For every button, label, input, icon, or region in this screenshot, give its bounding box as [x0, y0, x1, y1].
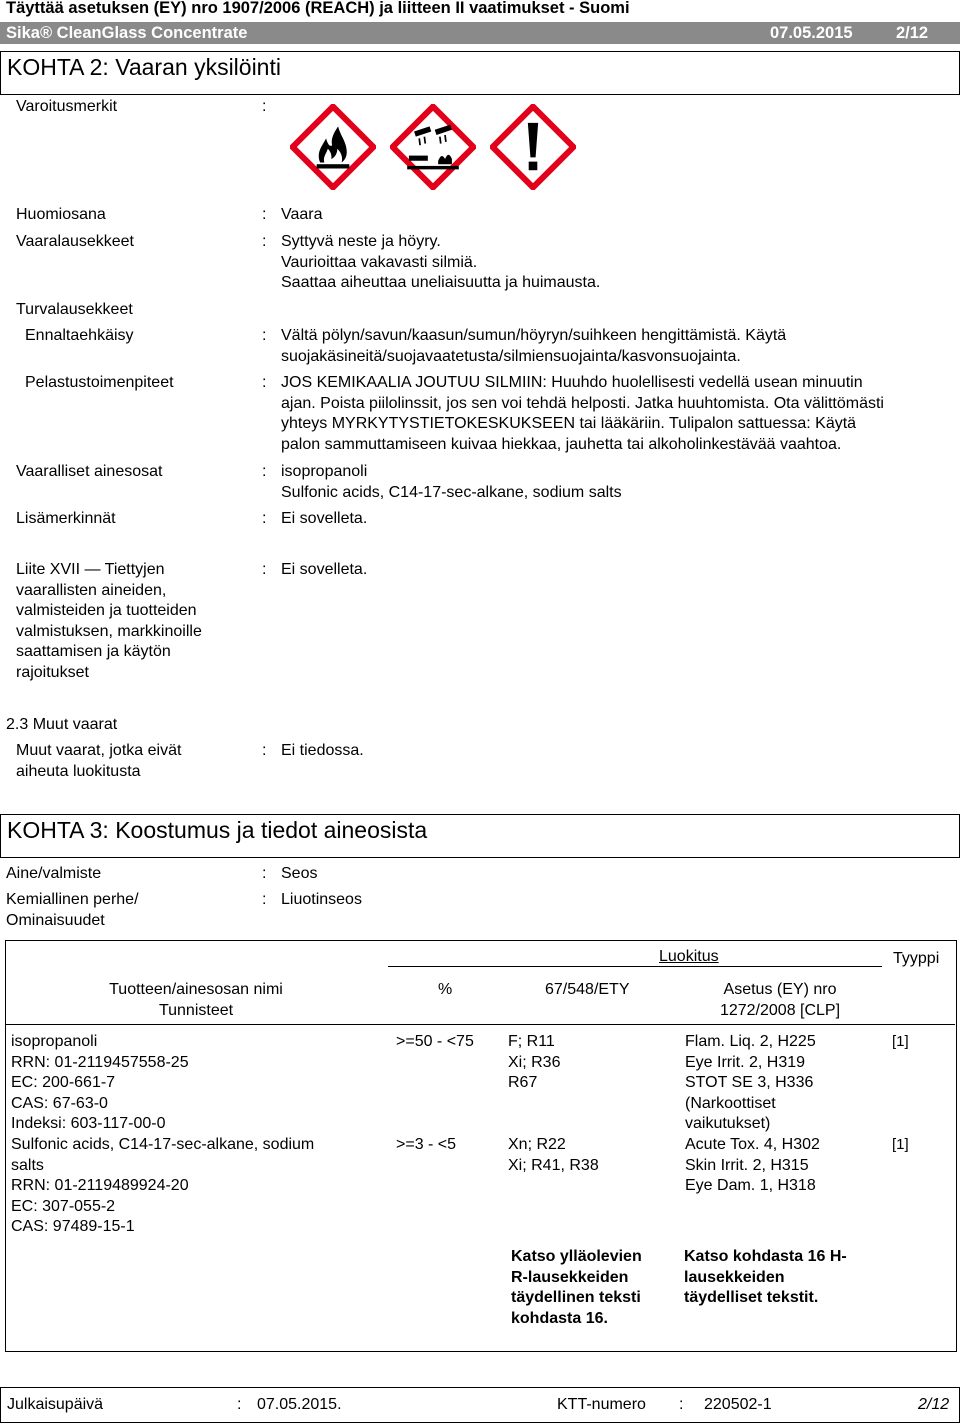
issue-date-label: Julkaisupäivä — [7, 1396, 104, 1413]
prevention-label: Ennaltaehkäisy — [25, 327, 134, 344]
hazard-statements-list — [281, 232, 600, 294]
ktt-number: 220502-1 — [704, 1396, 772, 1413]
table-row-2-name: Sulfonic acids, C14-17-sec-alkane, sodium salts RRN: 01-2119489924-20 EC: 307-055-2 CAS: 97489-15-1 — [11, 1136, 315, 1235]
section-3-title: KOHTA 3: Koostumus ja tiedot aineosista — [7, 817, 428, 843]
dsd-header: 67/548/ETY — [545, 981, 630, 998]
table-row-2-dsd: Xn; R22 Xi; R41, R38 — [508, 1136, 599, 1174]
classification-header: Luokitus — [659, 948, 719, 965]
warning-symbols-label: Varoitusmerkit — [16, 98, 118, 115]
table-row-1-clp: Flam. Liq. 2, H225 Eye Irrit. 2, H319 STOT SE 3, H336 (Narkoottiset vaikutukset) — [685, 1033, 816, 1132]
table-row-1-dsd: F; R11 Xi; R36 R67 — [508, 1033, 561, 1091]
ktt-label: KTT-numero — [557, 1396, 646, 1413]
signal-word-label: Huomiosana — [16, 206, 106, 223]
percent-header: % — [438, 981, 453, 998]
table-row-1-name: isopropanoli RRN: 01-2119457558-25 EC: 200-661-7 CAS: 67-63-0 Indeksi: 603-117-00-0 — [11, 1033, 189, 1132]
flame-icon — [290, 104, 376, 190]
precautionary-label: Turvalausekkeet — [16, 301, 133, 318]
table-row-2-clp: Acute Tox. 4, H302 Skin Irrit. 2, H315 Eye Dam. 1, H318 — [685, 1136, 820, 1194]
annex-xvii-value: Ei sovelleta. — [281, 561, 368, 578]
header-band — [0, 22, 960, 44]
section-2-heading — [0, 51, 960, 95]
product-name: Sika® CleanGlass Concentrate — [6, 24, 248, 42]
clp-header: Asetus (EY) nro 1272/2008 [CLP] — [719, 981, 841, 1019]
footer: Julkaisupäivä : 07.05.2015. KTT-numero : 220502-1 2/12 — [0, 1387, 960, 1423]
chemical-family-value: Liuotinseos — [281, 891, 362, 908]
colon: : — [262, 98, 267, 115]
header-date: 07.05.2015 — [770, 24, 853, 42]
dsd-note: Katso ylläolevien R-lausekkeiden täydellinen teksti kohdasta 16. — [511, 1248, 642, 1327]
footer-page: 2/12 — [918, 1396, 950, 1413]
chemical-family-label: Kemiallinen perhe/ Ominaisuudet — [6, 891, 139, 929]
substance-label: Aine/valmiste — [6, 865, 102, 882]
section-2-title: KOHTA 2: Vaaran yksilöinti — [7, 54, 281, 80]
header-page: 2/12 — [896, 24, 929, 42]
hazard-statement: Vaurioittaa vakavasti silmiä. — [281, 253, 478, 271]
hazardous-components-label: Vaaralliset ainesosat — [16, 463, 163, 480]
type-header: Tyyppi — [893, 950, 940, 967]
corrosion-icon — [390, 104, 476, 190]
regulation-title: Täyttää asetuksen (EY) nro 1907/2006 (REACH) ja liitteen II vaatimukset - Suomi — [6, 0, 630, 17]
hazard-statement: Saattaa aiheuttaa uneliaisuutta ja huimausta. — [281, 274, 601, 291]
table-row-1-percent: >=50 - <75 — [396, 1033, 474, 1050]
issue-date: 07.05.2015. — [257, 1396, 342, 1413]
clp-note: Katso kohdasta 16 H- lausekkeiden täydelliset tekstit. — [684, 1248, 847, 1306]
classification-divider — [388, 966, 882, 967]
hazardous-components-list: isopropanoli Sulfonic acids, C14-17-sec-alkane, sodium salts — [281, 463, 622, 501]
name-header: Tuotteen/ainesosan nimi Tunnisteet — [109, 981, 283, 1019]
table-row-1-type: [1] — [892, 1033, 909, 1050]
header-divider — [5, 1024, 955, 1025]
additional-value: Ei sovelleta. — [281, 510, 368, 527]
hazard-statements-label: Vaaralausekkeet — [16, 233, 134, 250]
substance-value: Seos — [281, 865, 318, 882]
table-row-2-percent: >=3 - <5 — [396, 1136, 457, 1153]
exclamation-icon — [490, 104, 576, 190]
response-text: JOS KEMIKAALIA JOUTUU SILMIIN: Huuhdo huolellisesti vedellä usean minuutin ajan. Poista piilolinssit, jos sen voi tehdä helposti. Jatka huuhtomista. Ota välittömästi yhteys MYRKYTYSTIETOKESKUKSEEN tai lääkäriin. Tulipalon sattuessa: Käytä palon sammuttamiseen kuivaa hiekkaa, jauhetta tai alkoholinkestävää vaahtoa. — [281, 374, 884, 453]
hazard-statement: Syttyvä neste ja höyry. — [281, 233, 441, 250]
section-3-heading — [0, 814, 960, 858]
other-hazards-value: Ei tiedossa. — [281, 742, 364, 759]
other-hazards-label: Muut vaarat, jotka eivät aiheuta luokitusta — [16, 742, 182, 780]
response-label: Pelastustoimenpiteet — [25, 374, 174, 391]
signal-word-value: Vaara — [281, 206, 323, 223]
table-row-2-type: [1] — [892, 1136, 909, 1153]
additional-label: Lisämerkinnät — [16, 510, 116, 527]
other-hazards-title: 2.3 Muut vaarat — [6, 716, 118, 733]
annex-xvii-label: Liite XVII — Tiettyjen vaarallisten aineiden, valmisteiden ja tuotteiden valmistuksen, markkinoille saattamisen ja käytön rajoitukset — [16, 561, 202, 681]
prevention-text: Vältä pölyn/savun/kaasun/sumun/höyryn/suihkeen hengittämistä. Käytä suojakäsineitä/suojavaatetusta/silmiensuojainta/kasvonsuojainta. — [281, 327, 787, 365]
